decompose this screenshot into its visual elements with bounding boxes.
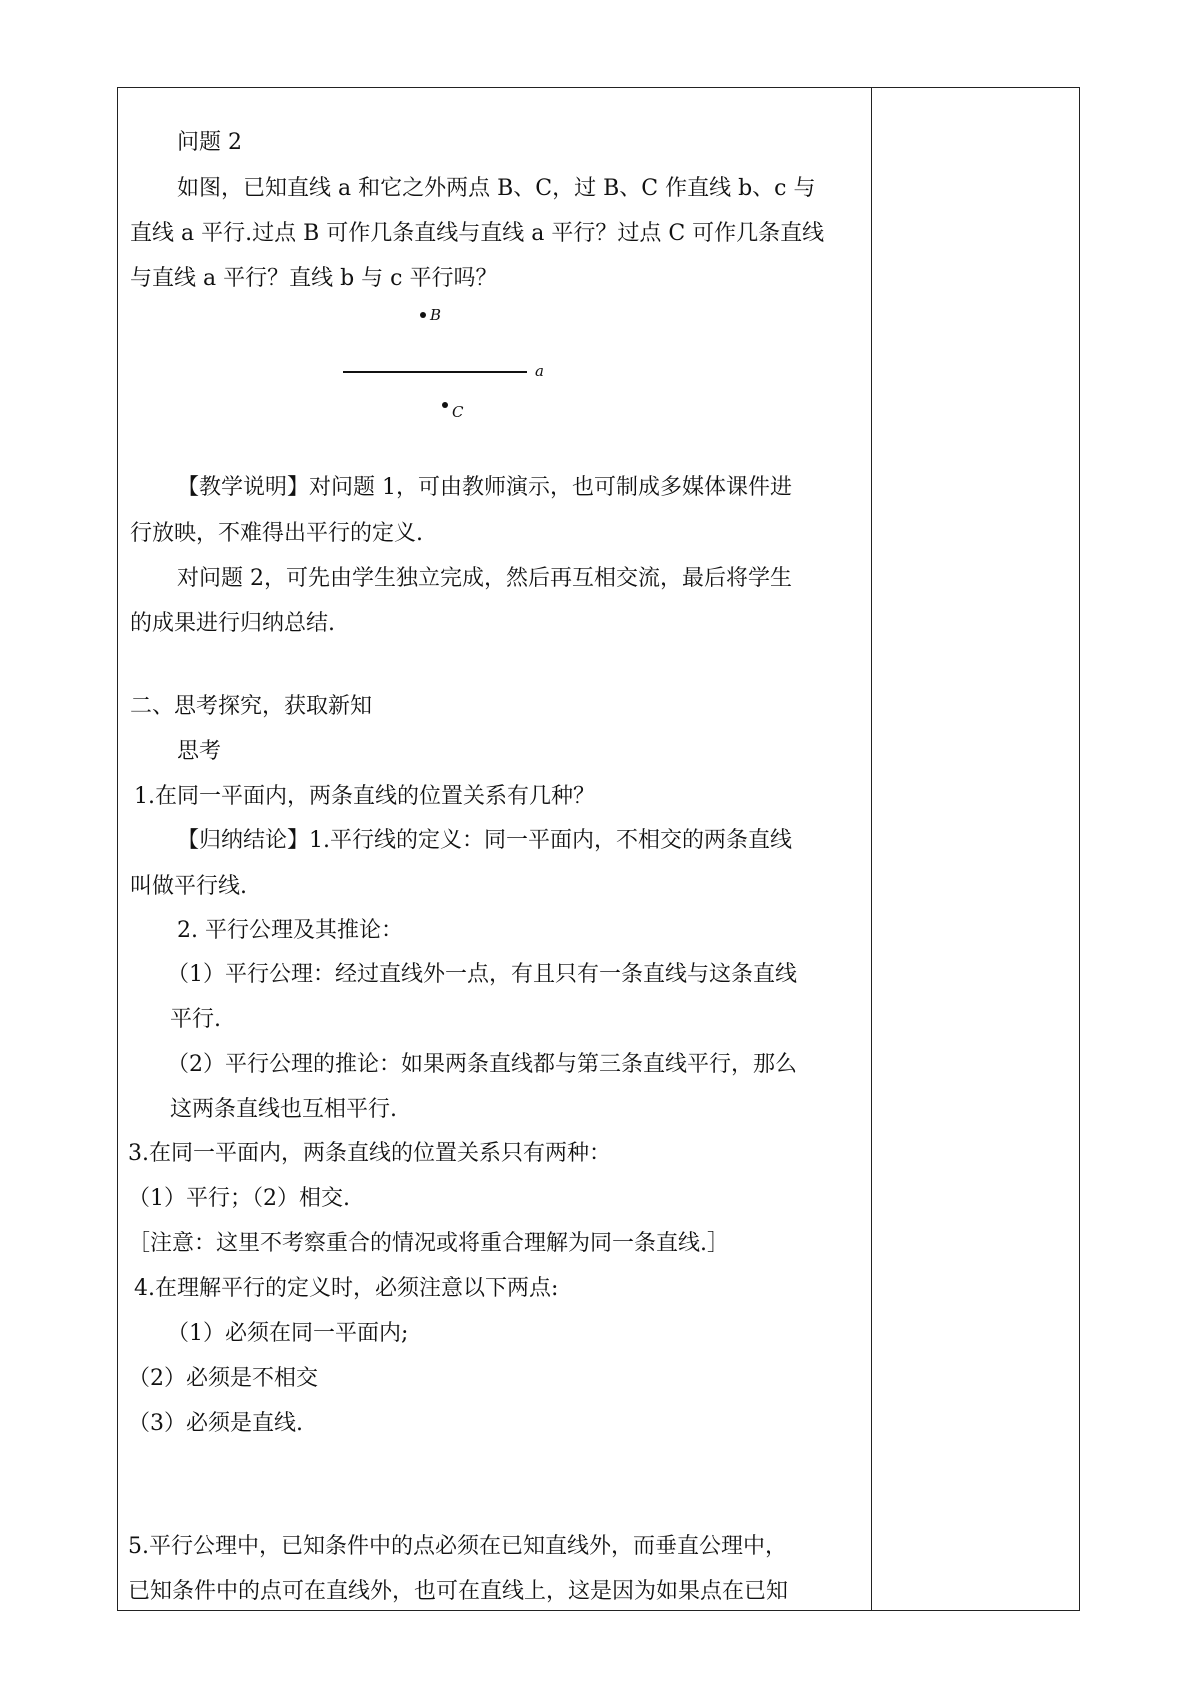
label-b: B bbox=[430, 306, 442, 324]
parallel-lines-figure bbox=[330, 300, 570, 430]
point-4c: （3）必须是直线. bbox=[128, 1411, 303, 1436]
column-divider bbox=[871, 87, 872, 1611]
conclusion-1b: 叫做平行线. bbox=[130, 874, 247, 899]
point-c bbox=[442, 402, 448, 408]
teaching-note-line1: 【教学说明】对问题 1，可由教师演示，也可制成多媒体课件进 bbox=[177, 475, 792, 500]
teaching-note-line3: 对问题 2，可先由学生独立完成，然后再互相交流，最后将学生 bbox=[177, 566, 792, 591]
point-b bbox=[420, 312, 426, 318]
problem2-heading: 问题 2 bbox=[177, 130, 242, 155]
axiom-1b: 平行. bbox=[170, 1007, 221, 1032]
teaching-note-line4: 的成果进行归纳总结. bbox=[130, 611, 335, 636]
point-5a: 5.平行公理中，已知条件中的点必须在已知直线外，而垂直公理中， bbox=[128, 1534, 787, 1559]
label-c: C bbox=[452, 403, 464, 421]
point-4b: （2）必须是不相交 bbox=[128, 1366, 318, 1391]
point-5b: 已知条件中的点可在直线外，也可在直线上，这是因为如果点在已知 bbox=[128, 1579, 789, 1604]
teaching-note-line2: 行放映，不难得出平行的定义. bbox=[130, 521, 423, 546]
point-3: 3.在同一平面内，两条直线的位置关系只有两种： bbox=[128, 1141, 611, 1166]
think-label: 思考 bbox=[177, 739, 222, 764]
point-3b: （1）平行；（2）相交. bbox=[128, 1186, 350, 1211]
question-1: 1.在同一平面内，两条直线的位置关系有几种？ bbox=[134, 784, 595, 809]
point-4a: （1）必须在同一平面内; bbox=[167, 1321, 409, 1346]
label-a: a bbox=[535, 362, 544, 380]
note: ［注意：这里不考察重合的情况或将重合理解为同一条直线.］ bbox=[128, 1231, 729, 1256]
conclusion-1: 【归纳结论】1.平行线的定义：同一平面内，不相交的两条直线 bbox=[177, 828, 792, 853]
point-4: 4.在理解平行的定义时，必须注意以下两点: bbox=[134, 1276, 559, 1301]
problem2-line3: 与直线 a 平行？直线 b 与 c 平行吗？ bbox=[130, 266, 498, 291]
problem2-line1: 如图，已知直线 a 和它之外两点 B、C，过 B、C 作直线 b、c 与 bbox=[177, 176, 816, 201]
axiom-2a: （2）平行公理的推论：如果两条直线都与第三条直线平行，那么 bbox=[167, 1052, 797, 1077]
problem2-line2: 直线 a 平行.过点 B 可作几条直线与直线 a 平行？过点 C 可作几条直线 bbox=[130, 221, 825, 246]
section2-heading: 二、思考探究，获取新知 bbox=[130, 694, 373, 719]
point-2: 2. 平行公理及其推论： bbox=[177, 918, 403, 943]
axiom-2b: 这两条直线也互相平行. bbox=[170, 1097, 397, 1122]
axiom-1a: （1）平行公理：经过直线外一点，有且只有一条直线与这条直线 bbox=[167, 962, 797, 987]
